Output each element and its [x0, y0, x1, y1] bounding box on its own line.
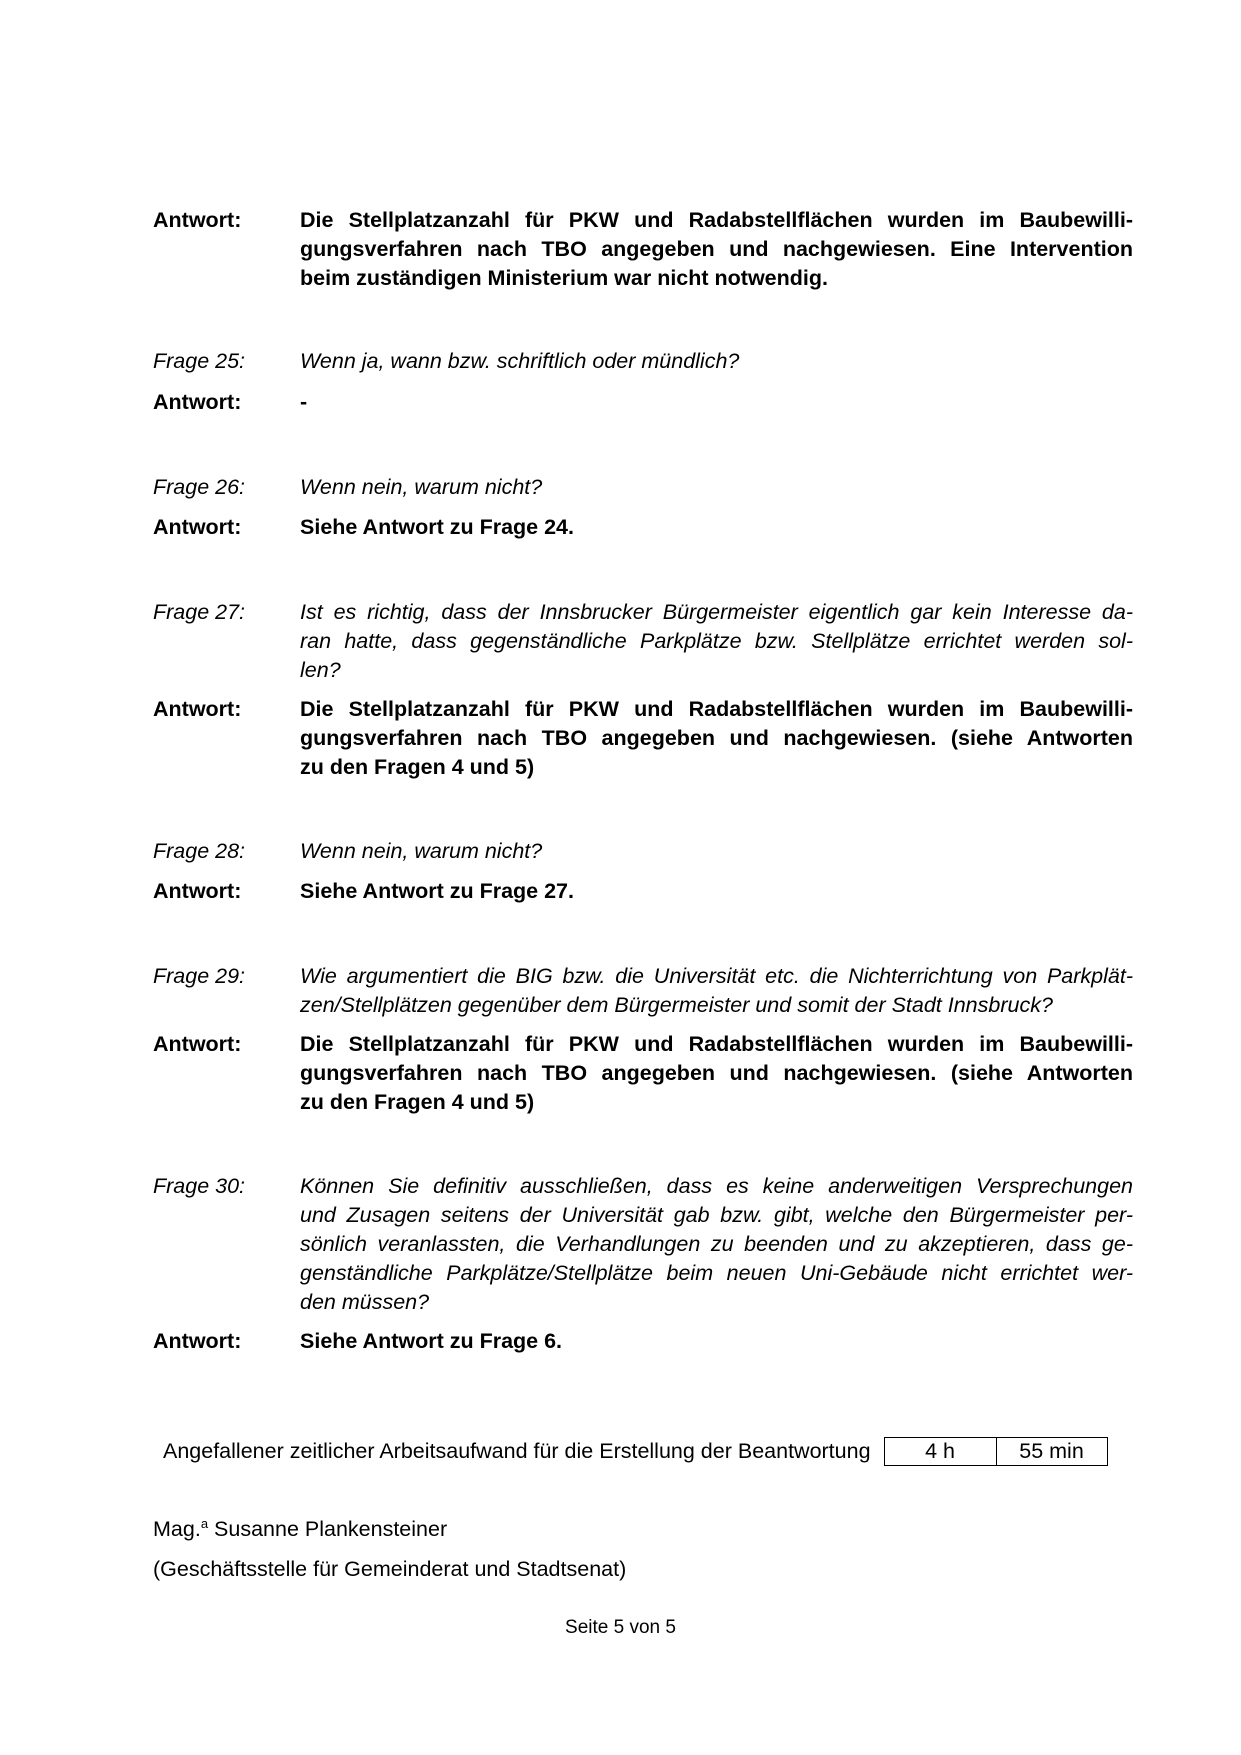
- text-line: Wenn ja, wann bzw. schriftlich oder mündlich?: [300, 349, 740, 373]
- text-line: sönlich veranlassten, die Verhandlungen zu beenden und zu akzeptieren, dass ge-: [300, 1232, 1133, 1256]
- effort-table: [884, 1437, 1108, 1466]
- question-label: Frage 27:: [153, 600, 246, 624]
- text-line: gungsverfahren nach TBO angegeben und nachgewiesen. (siehe Antworten: [300, 726, 1133, 750]
- text-line: zen/Stellplätzen gegenüber dem Bürgermeister und somit der Stadt Innsbruck?: [300, 993, 1053, 1017]
- question-text: [300, 1172, 1133, 1317]
- text-line: genständliche Parkplätze/Stellplätze beim neuen Uni-Gebäude nicht errichtet wer-: [300, 1261, 1133, 1285]
- text-line: len?: [300, 658, 341, 682]
- signature-name: [153, 1511, 626, 1542]
- answer-label: Antwort:: [153, 390, 242, 414]
- answer-text: [300, 513, 1133, 542]
- answer-block: [153, 1327, 1133, 1356]
- question-block: [153, 347, 1133, 376]
- answer-block: [153, 206, 1133, 293]
- effort-hours: 4 h: [885, 1438, 997, 1465]
- answer-label: Antwort:: [153, 879, 242, 903]
- signature-person: Susanne Plankensteiner: [214, 1517, 448, 1541]
- text-line: Siehe Antwort zu Frage 6.: [300, 1329, 563, 1353]
- question-block: [153, 837, 1133, 866]
- signature-block: [153, 1511, 626, 1582]
- answer-label: Antwort:: [153, 1032, 242, 1056]
- text-line: zu den Fragen 4 und 5): [300, 755, 535, 779]
- signature-title: Mag.: [153, 1517, 201, 1541]
- question-text: [300, 962, 1133, 1020]
- answer-block: [153, 513, 1133, 542]
- effort-line: [163, 1437, 1108, 1466]
- text-line: ran hatte, dass gegenständliche Parkplätze bzw. Stellplätze errichtet werden sol-: [300, 629, 1133, 653]
- text-line: Siehe Antwort zu Frage 27.: [300, 879, 574, 903]
- text-line: -: [300, 390, 308, 414]
- text-line: zu den Fragen 4 und 5): [300, 1090, 535, 1114]
- question-block: [153, 473, 1133, 502]
- text-line: gungsverfahren nach TBO angegeben und nachgewiesen. Eine Intervention: [300, 237, 1133, 261]
- question-label: Frage 29:: [153, 964, 246, 988]
- effort-label: Angefallener zeitlicher Arbeitsaufwand für die Erstellung der Beantwortung: [163, 1439, 871, 1463]
- answer-block: [153, 1030, 1133, 1117]
- answer-block: [153, 695, 1133, 782]
- question-label: Frage 28:: [153, 839, 246, 863]
- question-text: [300, 598, 1133, 685]
- text-line: gungsverfahren nach TBO angegeben und nachgewiesen. (siehe Antworten: [300, 1061, 1133, 1085]
- signature-title-superscript: a: [200, 1516, 209, 1531]
- text-line: Siehe Antwort zu Frage 24.: [300, 515, 574, 539]
- answer-text: [300, 877, 1133, 906]
- answer-text: [300, 695, 1133, 782]
- text-line: Die Stellplatzanzahl für PKW und Radabstellflächen wurden im Baubewilli-: [300, 697, 1133, 721]
- question-label: Frage 25:: [153, 349, 246, 373]
- page-number: Seite 5 von 5: [565, 1617, 676, 1638]
- text-line: den müssen?: [300, 1290, 430, 1314]
- text-line: Können Sie definitiv ausschließen, dass es keine anderweitigen Versprechungen: [300, 1174, 1133, 1198]
- question-block: [153, 1172, 1133, 1317]
- question-block: [153, 962, 1133, 1020]
- question-text: [300, 473, 1133, 502]
- answer-label: Antwort:: [153, 208, 242, 232]
- answer-text: [300, 206, 1133, 293]
- answer-text: [300, 1327, 1133, 1356]
- question-label: Frage 26:: [153, 475, 246, 499]
- answer-label: Antwort:: [153, 515, 242, 539]
- answer-label: Antwort:: [153, 1329, 242, 1353]
- answer-label: Antwort:: [153, 697, 242, 721]
- text-line: Wenn nein, warum nicht?: [300, 475, 543, 499]
- answer-text: [300, 388, 1133, 417]
- text-line: Wie argumentiert die BIG bzw. die Universität etc. die Nichterrichtung von Parkplät-: [300, 964, 1133, 988]
- text-line: beim zuständigen Ministerium war nicht notwendig.: [300, 266, 828, 290]
- question-text: [300, 347, 1133, 376]
- signature-department: (Geschäftsstelle für Gemeinderat und Stadtsenat): [153, 1557, 627, 1581]
- answer-block: [153, 388, 1133, 417]
- answer-text: [300, 1030, 1133, 1117]
- text-line: Wenn nein, warum nicht?: [300, 839, 543, 863]
- text-line: und Zusagen seitens der Universität gab bzw. gibt, welche den Bürgermeister per-: [300, 1203, 1133, 1227]
- question-block: [153, 598, 1133, 685]
- text-line: Ist es richtig, dass der Innsbrucker Bürgermeister eigentlich gar kein Interesse da-: [300, 600, 1133, 624]
- text-line: Die Stellplatzanzahl für PKW und Radabstellflächen wurden im Baubewilli-: [300, 208, 1133, 232]
- answer-block: [153, 877, 1133, 906]
- effort-minutes: 55 min: [1019, 1439, 1084, 1463]
- text-line: Die Stellplatzanzahl für PKW und Radabstellflächen wurden im Baubewilli-: [300, 1032, 1133, 1056]
- question-label: Frage 30:: [153, 1174, 246, 1198]
- question-text: [300, 837, 1133, 866]
